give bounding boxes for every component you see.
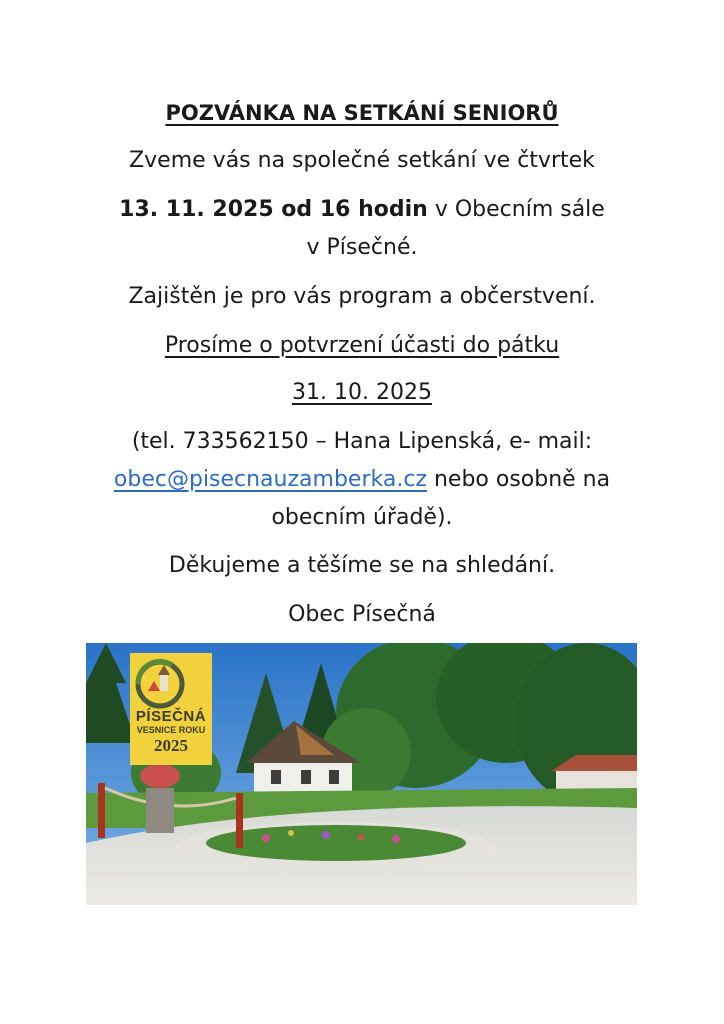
rsvp-deadline-line — [0, 378, 724, 408]
program-line: Zajištěn je pro vás program a občerstvení. — [128, 284, 596, 309]
village-emblem-icon — [130, 657, 190, 709]
date-line — [0, 195, 724, 225]
signature: Obec Písečná — [288, 602, 436, 627]
venue-town: v Písečné. — [306, 235, 418, 260]
event-venue: v Obecním sále — [427, 197, 605, 222]
page-title: POZVÁNKA NA SETKÁNÍ SENIORŮ — [165, 101, 559, 125]
email-line — [0, 465, 724, 495]
logo-name: PÍSEČNÁ — [135, 708, 207, 725]
rsvp-text: Prosíme o potvrzení účasti do pátku — [164, 333, 560, 358]
logo-year: 2025 — [154, 736, 188, 755]
office-line: obecním úřadě). — [271, 505, 453, 530]
village-photo — [86, 643, 637, 905]
event-date-time: 13. 11. 2025 od 16 hodin — [119, 197, 428, 222]
closing-line: Děkujeme a těšíme se na shledání. — [168, 553, 556, 578]
logo-subtitle: VESNICE ROKU — [136, 725, 206, 735]
email-line-rest: nebo osobně na — [426, 467, 611, 492]
village-of-the-year-logo — [130, 653, 212, 765]
rsvp-line — [0, 331, 724, 361]
contact-line: (tel. 733562150 – Hana Lipenská, e- mail: — [131, 429, 593, 454]
rsvp-deadline: 31. 10. 2025 — [292, 380, 432, 405]
invite-line: Zveme vás na společné setkání ve čtvrtek — [129, 148, 595, 173]
email-link[interactable]: obec@pisecnauzamberka.cz — [113, 467, 427, 492]
